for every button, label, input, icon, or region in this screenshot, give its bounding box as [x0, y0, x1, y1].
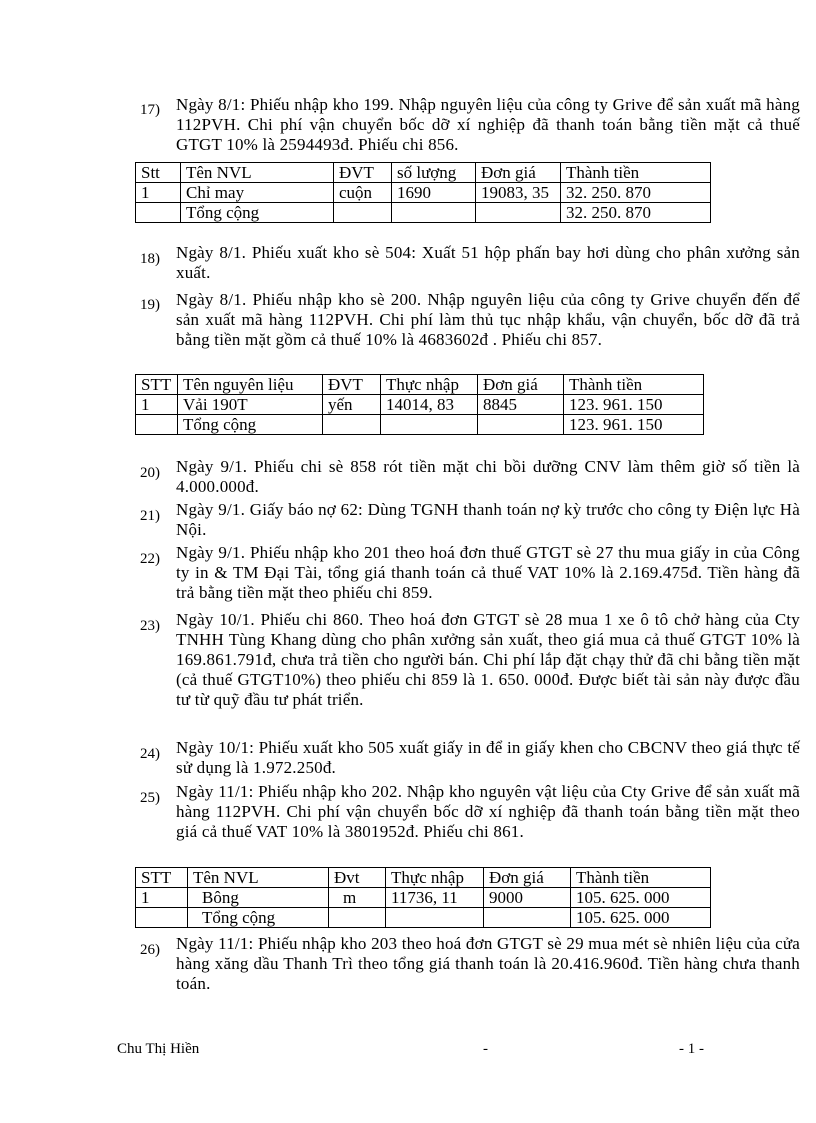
- footer-author: Chu Thị Hiền: [117, 1041, 200, 1057]
- header-cell: Thành tiền: [561, 163, 711, 183]
- header-cell: Tên NVL: [181, 163, 334, 183]
- entry-number: 20): [140, 465, 160, 481]
- table-cell: [381, 415, 478, 435]
- table-cell: 1: [136, 888, 188, 908]
- table-cell: [484, 908, 571, 928]
- entry-21: [140, 500, 800, 542]
- table-cell: Tổng cộng: [188, 908, 329, 928]
- entry-number: 22): [140, 551, 160, 567]
- table-cell: [386, 908, 484, 928]
- table-cell: 105. 625. 000: [571, 888, 711, 908]
- entry-text: Ngày 8/1. Phiếu xuất kho sè 504: Xuất 51 hộp phấn bay hơi dùng cho phân xưởng sản xuất.: [176, 243, 800, 282]
- table-cell: 9000: [484, 888, 571, 908]
- table-cell: Chỉ may: [181, 183, 334, 203]
- entry-18: [140, 243, 800, 285]
- entry-text: Ngày 8/1. Phiếu nhập kho sè 200. Nhập nguyên liệu của công ty Grive chuyển đến để sản xuất mã hàng 112PVH. Chi phí làm thủ tục nhập khẩu, vận chuyển, bốc dỡ đã trả bằng tiền mặt gồm cả thuế 10% là 4683602đ . Phiếu chi 857.: [176, 290, 800, 349]
- header-cell: Thành tiền: [571, 868, 711, 888]
- entry-17: [140, 95, 800, 157]
- table-cell: Bông: [188, 888, 329, 908]
- entry-text: Ngày 10/1. Phiếu chi 860. Theo hoá đơn GTGT sè 28 mua 1 xe ô tô chở hàng của Cty TNHH Tùng Khang dùng cho phân xưởng sản xuất, theo giá mua cả thuế GTGT 10% là 169.861.791đ, chưa trả tiền cho người bán. Chi phí lắp đặt chạy thử đã chi bằng tiền mặt (cả thuế GTGT10%) theo phiếu chi 859 là 1. 650. 000đ. Được biết tài sản này được đầu tư từ quỹ đầu tư phát triển.: [176, 610, 800, 709]
- entry-number: 26): [140, 942, 160, 958]
- entry-text: Ngày 9/1. Giấy báo nợ 62: Dùng TGNH thanh toán nợ kỳ trước cho công ty Điện lực Hà Nội.: [176, 500, 800, 539]
- entry-25: [140, 782, 800, 864]
- table-total-row: [136, 908, 711, 928]
- header-cell: Tên NVL: [188, 868, 329, 888]
- entry-23: [140, 610, 800, 734]
- table-header-row: [136, 375, 704, 395]
- table-cell: 11736, 11: [386, 888, 484, 908]
- table-cell: [334, 203, 392, 223]
- entry-text: Ngày 8/1: Phiếu nhập kho 199. Nhập nguyên liệu của công ty Grive để sản xuất mã hàng 112PVH. Chi phí vận chuyển bốc dỡ xí nghiệp đã thanh toán bằng tiền mặt cả thuế GTGT 10% là 2594493đ. Phiếu chi 856.: [176, 95, 800, 154]
- entry-text: Ngày 9/1. Phiếu chi sè 858 rót tiền mặt chi bồi dưỡng CNV làm thêm giờ số tiền là 4.000.000đ.: [176, 457, 800, 496]
- table-row: [136, 395, 704, 415]
- table-cell: yến: [323, 395, 381, 415]
- table-cell: cuộn: [334, 183, 392, 203]
- table-cell: 123. 961. 150: [564, 415, 704, 435]
- header-cell: Tên nguyên liệu: [178, 375, 323, 395]
- header-cell: Đvt: [329, 868, 386, 888]
- entry-text: Ngày 10/1: Phiếu xuất kho 505 xuất giấy in để in giấy khen cho CBCNV theo giá thực tế sử dụng là 1.972.250đ.: [176, 738, 800, 777]
- table-cell: [476, 203, 561, 223]
- entry-text: Ngày 9/1. Phiếu nhập kho 201 theo hoá đơn thuế GTGT sè 27 thu mua giấy in của Công ty in & TM Đại Tài, tổng giá thanh toán cả thuế VAT 10% là 2.169.475đ. Tiền hàng đã trả bằng tiền mặt theo phiếu chi 859.: [176, 543, 800, 602]
- table-cell: 32. 250. 870: [561, 203, 711, 223]
- header-cell: Đơn giá: [476, 163, 561, 183]
- table-cell: 14014, 83: [381, 395, 478, 415]
- table-row: [136, 888, 711, 908]
- table-total-row: [136, 203, 711, 223]
- entry-24: [140, 738, 800, 780]
- entry-number: 17): [140, 102, 160, 118]
- entry-number: 18): [140, 251, 160, 267]
- table-cell: [392, 203, 476, 223]
- table-header-row: [136, 163, 711, 183]
- entry-22: [140, 543, 800, 605]
- table-cell: Tổng cộng: [178, 415, 323, 435]
- header-cell: ĐVT: [334, 163, 392, 183]
- table-cell: [136, 908, 188, 928]
- entry-20: [140, 457, 800, 499]
- header-cell: ĐVT: [323, 375, 381, 395]
- header-cell: Đơn giá: [484, 868, 571, 888]
- entry-text: Ngày 11/1: Phiếu nhập kho 203 theo hoá đơn GTGT sè 29 mua mét sè nhiên liệu của cửa hàng xăng dầu Thanh Trì theo tổng giá thanh toán là 20.416.960đ. Tiền hàng chưa thanh toán.: [176, 934, 800, 993]
- table-cell: [136, 415, 178, 435]
- footer-separator: -: [483, 1041, 488, 1057]
- header-cell: STT: [136, 375, 178, 395]
- table-cell: [136, 203, 181, 223]
- table-row: [136, 183, 711, 203]
- table-cell: 105. 625. 000: [571, 908, 711, 928]
- header-cell: Đơn giá: [478, 375, 564, 395]
- header-cell: Thực nhập: [381, 375, 478, 395]
- table-cell: m: [329, 888, 386, 908]
- entry-26: [140, 934, 800, 996]
- table-header-row: [136, 868, 711, 888]
- materials-table-3: [135, 867, 711, 928]
- table-cell: 8845: [478, 395, 564, 415]
- table-cell: Tổng cộng: [181, 203, 334, 223]
- entry-number: 19): [140, 297, 160, 313]
- entry-text: Ngày 11/1: Phiếu nhập kho 202. Nhập kho nguyên vật liệu của Cty Grive để sản xuất mã hàng 112PVH. Chi phí vận chuyển bốc dỡ xí nghiệp đã thanh toán bằng tiền mặt theo giá cả thuế VAT 10% là 3801952đ. Phiếu chi 861.: [176, 782, 800, 841]
- entry-19: [140, 290, 800, 372]
- entry-number: 23): [140, 618, 160, 634]
- table-cell: [323, 415, 381, 435]
- table-cell: [329, 908, 386, 928]
- materials-table-2: [135, 374, 704, 435]
- header-cell: Stt: [136, 163, 181, 183]
- header-cell: Thành tiền: [564, 375, 704, 395]
- table-total-row: [136, 415, 704, 435]
- materials-table-1: [135, 162, 711, 223]
- table-cell: Vải 190T: [178, 395, 323, 415]
- table-cell: [478, 415, 564, 435]
- table-cell: 1: [136, 183, 181, 203]
- entry-number: 25): [140, 790, 160, 806]
- entry-number: 24): [140, 746, 160, 762]
- table-cell: 32. 250. 870: [561, 183, 711, 203]
- table-cell: 1: [136, 395, 178, 415]
- table-cell: 123. 961. 150: [564, 395, 704, 415]
- table-cell: 1690: [392, 183, 476, 203]
- page-number: - 1 -: [679, 1041, 704, 1057]
- header-cell: số lượng: [392, 163, 476, 183]
- header-cell: Thực nhập: [386, 868, 484, 888]
- entry-number: 21): [140, 508, 160, 524]
- header-cell: STT: [136, 868, 188, 888]
- table-cell: 19083, 35: [476, 183, 561, 203]
